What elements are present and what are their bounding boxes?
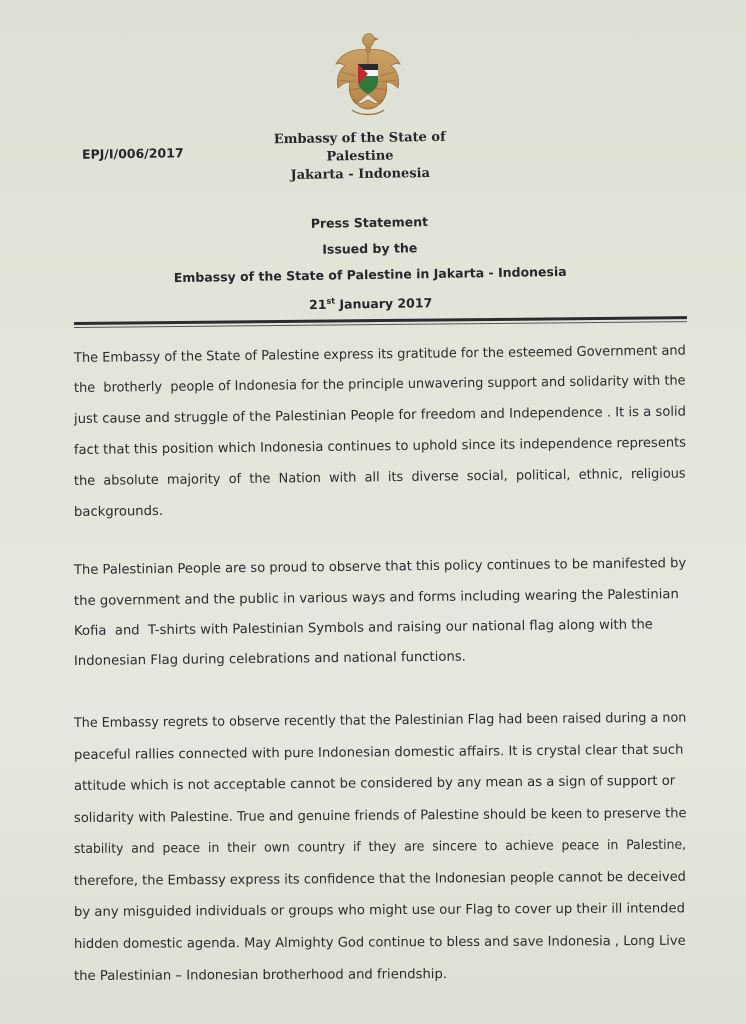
paragraph-line: therefore, the Embassy express its confidence that the Indonesian people cannot be deceived	[73, 869, 686, 889]
date-day: 21	[308, 296, 327, 313]
paragraph-line: the government and the public in various ways and forms including wearing the Palestinian	[73, 587, 679, 609]
paragraph-line: stability and peace in their own country if they are sincere to achieve peace in Palestine,	[73, 837, 687, 857]
paragraph-line: attitude which is not acceptable cannot be considered by any mean as a sign of support or	[73, 773, 676, 794]
paragraph-line: just cause and struggle of the Palestinian People for freedom and Independence . It is a solid	[73, 404, 687, 427]
paragraph-line: the Palestinian – Indonesian brotherhood and friendship.	[73, 967, 448, 984]
paragraph-line: Kofia and T-shirts with Palestinian Symbols and raising our national flag along with the	[73, 617, 653, 639]
paragraph-line: by any misguided individuals or groups who might use our Flag to cover up their ill intended	[73, 901, 686, 920]
paragraph-line: hidden domestic agenda. May Almighty God continue to bless and save Indonesia , Long Live	[73, 933, 686, 952]
paragraph-line: The Embassy of the State of Palestine express its gratitude for the esteemed Government and	[73, 343, 686, 366]
palestine-eagle-emblem-icon	[330, 30, 406, 120]
embassy-location: Jakarta - Indonesia	[290, 166, 431, 183]
paragraph-line: The Palestinian People are so proud to observe that this policy continues to be manifested by	[73, 556, 687, 578]
paragraph-line: The Embassy regrets to observe recently that the Palestinian Flag had been raised during a non	[73, 710, 687, 731]
date-month-year: January 2017	[334, 295, 433, 312]
paragraph-line: Indonesian Flag during celebrations and national functions.	[73, 649, 466, 669]
paragraph-line: solidarity with Palestine. True and genuine friends of Palestine should be keen to preserve the	[73, 806, 687, 826]
date-suffix: st	[326, 296, 336, 306]
letterhead-title	[240, 128, 481, 185]
issued-by: Issued by the	[322, 240, 418, 257]
issuer: Embassy of the State of Palestine in Jakarta - Indonesia	[173, 263, 567, 286]
reference-number: EPJ/I/006/2017	[81, 145, 184, 162]
paragraph-line: fact that this position which Indonesia continues to uphold since its independence represents	[73, 435, 687, 458]
press-title: Press Statement	[310, 214, 429, 231]
press-header	[149, 207, 591, 318]
paragraph-line: the brotherly people of Indonesia for the principle unwavering support and solidarity with the	[73, 373, 686, 396]
paragraph-line: backgrounds.	[73, 503, 164, 520]
paragraph-line: peaceful rallies connected with pure Indonesian domestic affairs. It is crystal clear that such	[73, 742, 684, 763]
embassy-name: Embassy of the State of Palestine	[273, 129, 446, 165]
paragraph-line: the absolute majority of the Nation with all its diverse social, political, ethnic, religious	[73, 466, 686, 489]
